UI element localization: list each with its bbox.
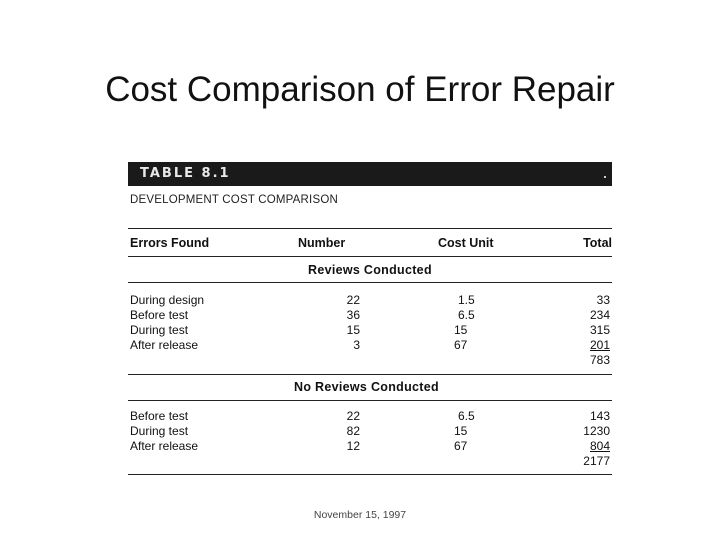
section-rule-no-reviews (128, 400, 612, 401)
row-total: 143 (589, 409, 610, 423)
table-subtitle: DEVELOPMENT COST COMPARISON (130, 194, 338, 206)
table-figure (128, 160, 614, 478)
row-cost-unit: 67 (454, 439, 468, 453)
row-total: 315 (589, 323, 610, 337)
row-number: 22 (346, 409, 360, 423)
header-errors-found: Errors Found (130, 236, 210, 250)
section-title-reviews: Reviews Conducted (308, 263, 432, 277)
table-bottom-rule (128, 474, 612, 475)
section-rule-reviews (128, 282, 612, 283)
row-label: During test (130, 424, 189, 438)
row-number: 82 (346, 424, 360, 438)
row-label: During test (130, 323, 189, 337)
row-number: 22 (346, 293, 360, 307)
row-number: 36 (346, 308, 360, 322)
row-label: Before test (130, 409, 189, 423)
header-total: Total (583, 236, 612, 250)
row-cost-unit: 6.5 (458, 308, 475, 322)
row-label: After release (130, 439, 199, 453)
row-number: 3 (353, 338, 360, 352)
row-total: 804 (589, 439, 610, 453)
header-number: Number (298, 236, 346, 250)
row-cost-unit: 6.5 (458, 409, 475, 423)
table-label: TABLE 8.1 (140, 166, 231, 181)
section-title-no-reviews: No Reviews Conducted (294, 380, 439, 394)
slide-title: Cost Comparison of Error Repair (105, 70, 615, 109)
table-label-bar (128, 162, 612, 186)
row-number: 12 (346, 439, 360, 453)
row-cost-unit: 67 (454, 338, 468, 352)
row-label: During design (130, 293, 205, 307)
section-sum-no-reviews: 2177 (583, 454, 610, 468)
footer-date: November 15, 1997 (313, 509, 407, 521)
scan-artifact-dot (604, 176, 606, 178)
row-cost-unit: 15 (454, 323, 468, 337)
header-cost-unit: Cost Unit (438, 236, 494, 250)
row-total: 234 (589, 308, 610, 322)
row-number: 15 (346, 323, 360, 337)
row-cost-unit: 15 (454, 424, 468, 438)
row-total: 33 (596, 293, 610, 307)
row-total: 201 (589, 338, 610, 352)
row-total: 1230 (583, 424, 610, 438)
header-rule-top (128, 228, 612, 229)
section-rule-top-no-reviews (128, 374, 612, 375)
section-sum-reviews: 783 (589, 353, 610, 367)
row-label: After release (130, 338, 199, 352)
row-cost-unit: 1.5 (458, 293, 475, 307)
row-label: Before test (130, 308, 189, 322)
header-rule-bottom (128, 256, 612, 257)
